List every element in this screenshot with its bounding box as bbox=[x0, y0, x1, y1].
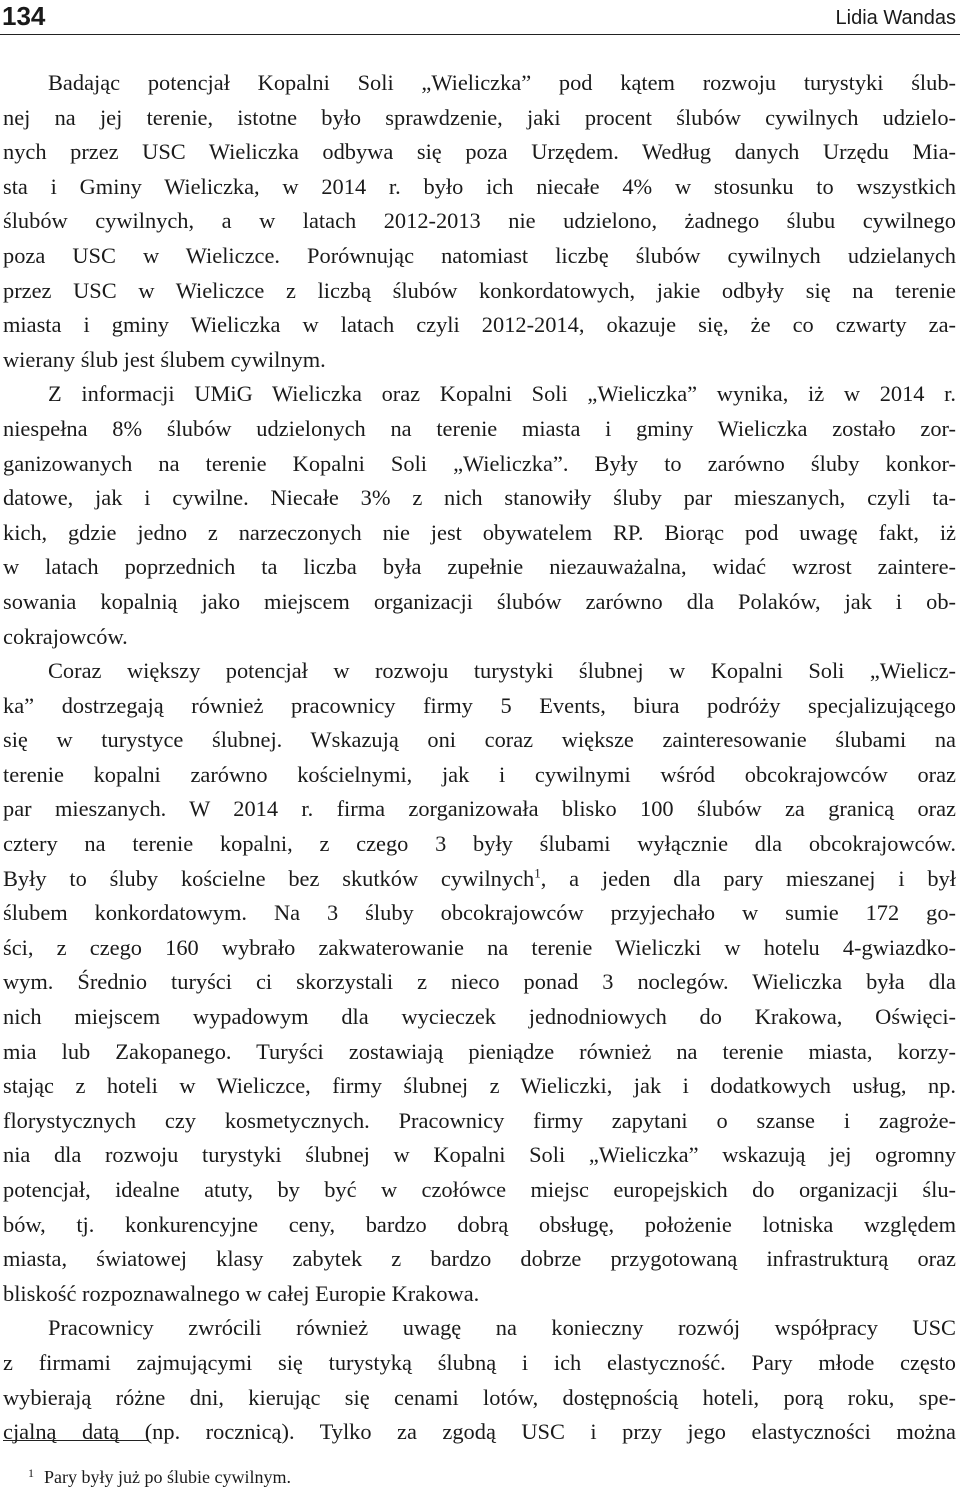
text-line: ślubów cywilnych, a w latach 2012-2013 nie udzielono, żadnego ślubu cywilnego bbox=[3, 208, 956, 234]
text-line: nych przez USC Wieliczka odbywa się poza Urzędem. Według danych Urzędu Mia- bbox=[3, 139, 956, 165]
text-line: datowe, jak i cywilne. Niecałe 3% z nich stanowiły śluby par mieszanych, czyli ta- bbox=[3, 485, 956, 511]
text-line: przez USC w Wieliczce z liczbą ślubów konkordatowych, jakie odbyły się na terenie bbox=[3, 277, 956, 303]
text-line: w latach poprzednich ta liczba była zupełnie niezauważalna, widać wzrost zaintere- bbox=[3, 554, 956, 580]
text-line: florystycznych czy kosmetycznych. Pracownicy firmy zapytani o szanse i zagroże- bbox=[3, 1107, 956, 1133]
text-line: ganizowanych na terenie Kopalni Soli „Wieliczka”. Były to zarówno śluby konkor- bbox=[3, 450, 956, 476]
text-segment: , a jeden dla pary mieszanej i był bbox=[540, 865, 956, 891]
text-line: nia dla rozwoju turystyki ślubnej w Kopalni Soli „Wieliczka” wskazują jej ogromny bbox=[3, 1142, 956, 1168]
text-segment: Były to śluby kościelne bez skutków cywilnych bbox=[3, 865, 535, 891]
text-line: cztery na terenie kopalni, z czego 3 były ślubami wyłącznie dla obcokrajowców. bbox=[3, 831, 956, 857]
text-line: cjalną datą (np. rocznicą). Tylko za zgodą USC i przy jego elastyczności można bbox=[3, 1419, 956, 1445]
footnote-separator bbox=[3, 1440, 148, 1441]
footnote-text: Pary były już po ślubie cywilnym. bbox=[44, 1467, 291, 1487]
text-line: sta i Gminy Wieliczka, w 2014 r. było ich niecałe 4% w stosunku to wszystkich bbox=[3, 173, 956, 199]
footnote-reference: 1 bbox=[534, 865, 541, 881]
text-line: poza USC w Wieliczce. Porównując natomiast liczbę ślubów cywilnych udzielanych bbox=[3, 242, 956, 268]
body-text bbox=[3, 66, 956, 1450]
text-line: bów, tj. konkurencyjne ceny, bardzo dobrą obsługę, położenie lotniska względem bbox=[3, 1211, 956, 1237]
text-line: z firmami zajmującymi się turystyką ślubną i ich elastyczność. Pary młode często bbox=[3, 1349, 956, 1375]
text-line: wierany ślub jest ślubem cywilnym. bbox=[3, 346, 326, 372]
text-line: Z informacji UMiG Wieliczka oraz Kopalni Soli „Wieliczka” wynika, iż w 2014 r. bbox=[48, 381, 956, 407]
text-line: niespełna 8% ślubów udzielonych na terenie miasta i gminy Wieliczka zostało zor- bbox=[3, 415, 956, 441]
text-line: miasta i gminy Wieliczka w latach czyli 2012-2014, okazuje się, że co czwarty za- bbox=[3, 312, 956, 338]
paragraph-3 bbox=[3, 654, 956, 1311]
footnote-number: 1 bbox=[28, 1466, 34, 1480]
text-line: stając z hoteli w Wieliczce, firmy ślubnej z Wieliczki, jak i dodatkowych usług, np. bbox=[3, 1073, 956, 1099]
text-line: cokrajowców. bbox=[3, 623, 128, 649]
footnote bbox=[28, 1461, 291, 1489]
text-line: Badając potencjał Kopalni Soli „Wieliczka” pod kątem rozwoju turystyki ślub- bbox=[48, 70, 956, 95]
text-line: ka” dostrzegają również pracownicy firmy 5 Events, biura podróży specjalizującego bbox=[3, 692, 956, 718]
text-line: nich miejscem wypadowym dla wycieczek jednodniowych do Krakowa, Oświęci- bbox=[3, 1004, 956, 1030]
text-line: bliskość rozpoznawalnego w całej Europie Krakowa. bbox=[3, 1280, 480, 1306]
paragraph-4 bbox=[3, 1311, 956, 1449]
text-line: ślubem konkordatowym. Na 3 śluby obcokrajowców przyjechało w sumie 172 go- bbox=[3, 900, 956, 926]
page-number: 134 bbox=[2, 1, 46, 31]
text-line: miasta, światowej klasy zabytek z bardzo dobrze przygotowaną infrastrukturą oraz bbox=[3, 1246, 956, 1272]
text-line: terenie kopalni zarówno kościelnymi, jak i cywilnymi wśród obcokrajowców oraz bbox=[3, 761, 956, 787]
running-head-author: Lidia Wandas bbox=[835, 7, 956, 29]
text-line: par mieszanych. W 2014 r. firma zorganizowała blisko 100 ślubów za granicą oraz bbox=[3, 796, 956, 822]
paragraph-2 bbox=[3, 377, 956, 654]
paragraph-1 bbox=[3, 66, 956, 377]
text-line: ści, z czego 160 wybrało zakwaterowanie na terenie Wieliczki w hotelu 4-gwiazdko- bbox=[3, 934, 956, 960]
text-line: mia lub Zakopanego. Turyści zostawiają pieniądze również na terenie miasta, korzy- bbox=[3, 1038, 956, 1064]
text-line: Pracownicy zwrócili również uwagę na konieczny rozwój współpracy USC bbox=[48, 1315, 956, 1341]
text-line: nej na jej terenie, istotne było sprawdzenie, jaki procent ślubów cywilnych udzielo- bbox=[3, 104, 956, 130]
text-line: sowania kopalnią jako miejscem organizacji ślubów zarówno dla Polaków, jak i ob- bbox=[3, 588, 956, 614]
text-line: kich, gdzie jedno z narzeczonych nie jest obywatelem RP. Biorąc pod uwagę fakt, iż bbox=[3, 519, 956, 545]
text-line: potencjał, idealne atuty, by być w czołówce miejsc europejskich do organizacji ślu- bbox=[3, 1177, 956, 1202]
text-line: wybierają różne dni, kierując się cenami lotów, dostępnością hoteli, porą roku, spe- bbox=[3, 1384, 956, 1410]
text-line: się w turystyce ślubnej. Wskazują oni coraz większe zainteresowanie ślubami na bbox=[3, 727, 956, 753]
text-line-with-footnote bbox=[3, 862, 956, 897]
text-line: Coraz większy potencjał w rozwoju turystyki ślubnej w Kopalni Soli „Wielicz- bbox=[48, 658, 956, 684]
text-line: wym. Średnio turyści ci skorzystali z nieco ponad 3 noclegów. Wieliczka była dla bbox=[3, 969, 956, 995]
page-header bbox=[0, 0, 960, 35]
